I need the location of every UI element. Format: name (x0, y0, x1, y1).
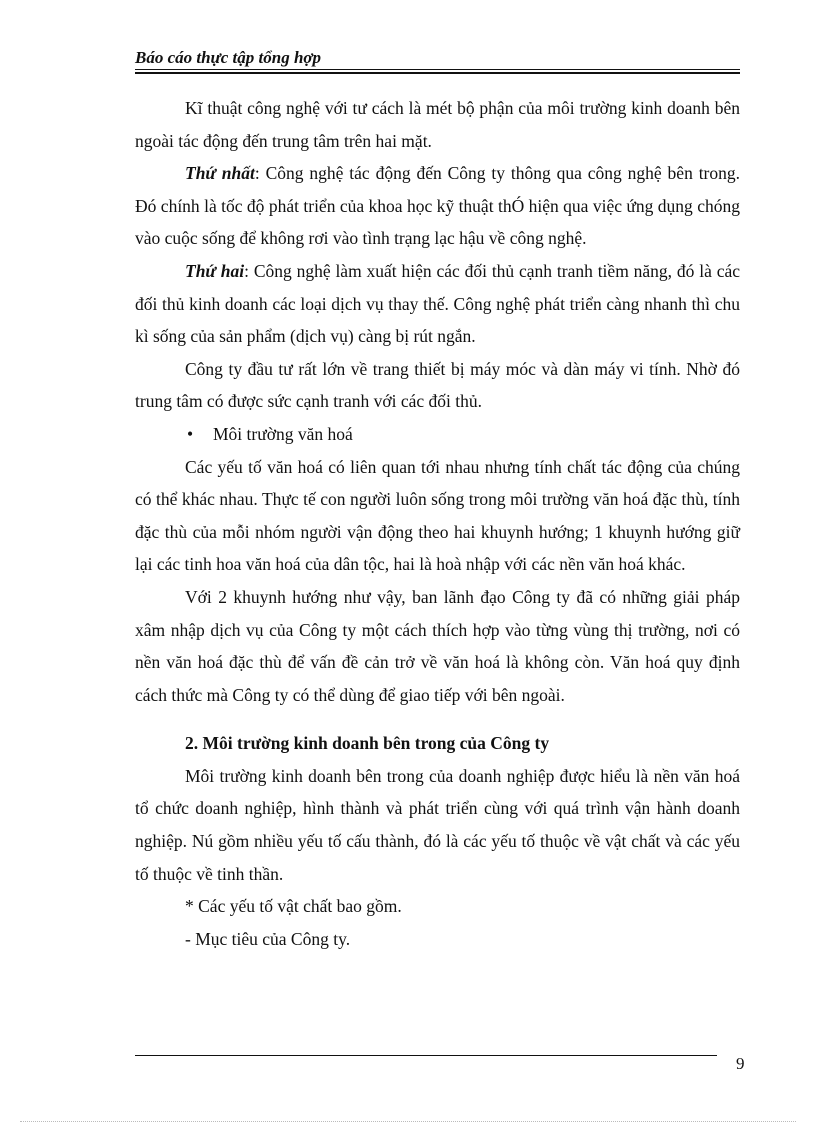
footer-rule (135, 1055, 717, 1056)
header-rule (135, 69, 740, 70)
paragraph-text: : Công nghệ làm xuất hiện các đối thủ cạnh tranh tiềm năng, đó là các đối thủ kinh doanh các loại dịch vụ thay thế. Công nghệ phát triển càng nhanh thì chu kì sống của sản phẩm (dịch vụ) càng bị rút ngắn. (135, 260, 740, 347)
bullet-item (135, 418, 740, 451)
bullet-icon: • (187, 423, 194, 444)
paragraph: - Mục tiêu của Công ty. (185, 928, 351, 949)
header-rule-thick (135, 72, 740, 74)
section-heading: 2. Môi trường kinh doanh bên trong của Công ty (185, 733, 550, 754)
page-edge-divider (20, 1121, 796, 1122)
paragraph-lead: Thứ hai (185, 260, 245, 281)
paragraph: Môi trường kinh doanh bên trong của doanh nghiệp được hiểu là nền văn hoá tổ chức doanh nghiệp, hình thành và phát triển cùng với quá trình vận hành doanh nghiệp. Nú gồm nhiều yếu tố cấu thành, đó là các yếu tố thuộc về vật chất và các yếu tố thuộc về tinh thần. (135, 765, 740, 884)
running-header: Báo cáo thực tập tổng hợp (135, 48, 322, 67)
page-body (135, 92, 740, 955)
paragraph: Công ty đầu tư rất lớn về trang thiết bị máy móc và dàn máy vi tính. Nhờ đó trung tâm có được sức cạnh tranh với các đối thủ. (135, 358, 740, 412)
spacer (135, 711, 740, 719)
bullet-text: Môi trường văn hoá (213, 423, 353, 444)
paragraph (135, 255, 740, 353)
paragraph-lead: Thứ nhất (185, 163, 255, 184)
paragraph: * Các yếu tố vật chất bao gồm. (185, 896, 402, 917)
paragraph: Với 2 khuynh hướng như vậy, ban lãnh đạo Công ty đã có những giải pháp xâm nhập dịch vụ của Công ty một cách thích hợp vào từng vùng thị trường, nơi có nền văn hoá đặc thù để vấn đề cản trở về văn hoá là không còn. Văn hoá quy định cách thức mà Công ty có thể dùng để giao tiếp với bên ngoài. (135, 586, 740, 705)
paragraph: Các yếu tố văn hoá có liên quan tới nhau nhưng tính chất tác động của chúng có thể khác nhau. Thực tế con người luôn sống trong môi trường văn hoá đặc thù, tính đặc thù của mỗi nhóm người vận động theo hai khuynh hướng; 1 khuynh hướng giữ lại các tinh hoa văn hoá của dân tộc, hai là hoà nhập với các nền văn hoá khác. (135, 456, 740, 575)
paragraph-text: : Công nghệ tác động đến Công ty thông qua công nghệ bên trong. Đó chính là tốc độ phát triển của khoa học kỹ thuật thÓ hiện qua việc ứng dụng chóng vào cuộc sống để không rơi vào tình trạng lạc hậu về công nghệ. (135, 163, 741, 249)
paragraph (135, 157, 740, 255)
page-number: 9 (736, 1054, 745, 1073)
paragraph: Kĩ thuật công nghệ với tư cách là mét bộ phận của môi trường kinh doanh bên ngoài tác động đến trung tâm trên hai mặt. (135, 98, 740, 151)
